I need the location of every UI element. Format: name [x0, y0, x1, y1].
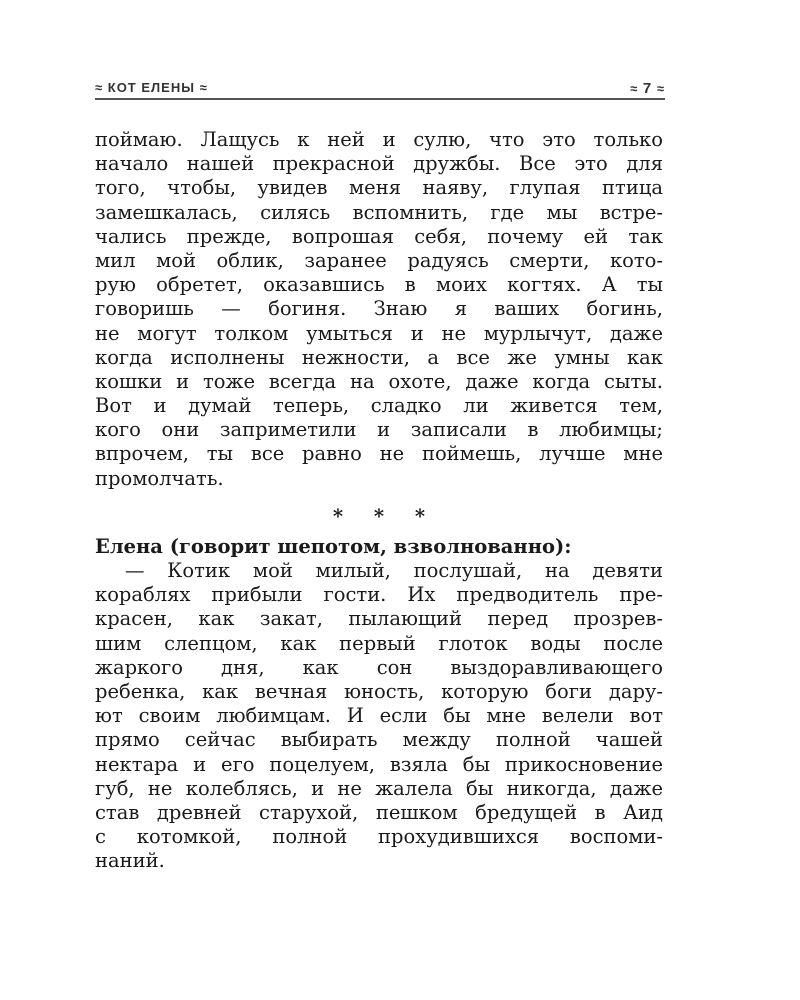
text-line: начало нашей прекрасной дружбы. Все это для [95, 152, 663, 176]
text-line: жаркого дня, как сон выздоравливающего [95, 655, 663, 679]
text-line: говоришь — богиня. Знаю я ваших богинь, [95, 297, 663, 321]
text-line: нектара и его поцелуем, взяла бы прикосновение [95, 752, 663, 776]
text-line: замешкалась, силясь вспомнить, где мы встре- [95, 200, 663, 224]
section-separator: * * * [332, 504, 438, 528]
text-line: ребенка, как вечная юность, которую боги дару- [95, 679, 663, 703]
page-number: 7 [642, 80, 653, 97]
text-line: губ, не колеблясь, и не жалела бы никогда, даже [95, 776, 663, 800]
text-line: мил мой облик, заранее радуясь смерти, кото- [95, 248, 663, 272]
text-line: кого они заприметили и записали в любимцы; [95, 418, 663, 442]
text-line: наний. [95, 849, 165, 873]
page-number-ornament-right-icon: ≈ [656, 81, 665, 96]
text-line: шим слепцом, как первый глоток воды после [95, 631, 663, 655]
ornament-right-icon: ≈ [199, 80, 208, 95]
body-text [95, 128, 663, 873]
running-header [95, 78, 665, 98]
text-line: кошки и тоже всегда на охоте, даже когда сыты. [95, 369, 663, 393]
running-title: КОТ ЕЛЕНЫ [107, 80, 195, 95]
text-line: чались прежде, вопрошая себя, почему ей так [95, 224, 663, 248]
text-line: впрочем, ты все равно не поймешь, лучше мне [95, 442, 663, 466]
paragraph-2 [95, 559, 663, 873]
speaker-heading: Елена (говорит шепотом, взволнованно): [95, 534, 572, 558]
running-title-group [95, 80, 208, 95]
ornament-left-icon: ≈ [95, 80, 104, 95]
text-line: с котомкой, полной прохудившихся воспоми- [95, 825, 663, 849]
text-line: рую обретет, оказавшись в моих когтях. А ты [95, 273, 663, 297]
text-line: кораблях прибыли гости. Их предводитель пре- [95, 583, 663, 607]
text-line: Вот и думай теперь, сладко ли живется тем, [95, 394, 663, 418]
text-line: когда исполнены нежности, а все же умны как [95, 345, 663, 369]
text-line: того, чтобы, увидев меня наяву, глупая птица [95, 176, 663, 200]
text-line: красен, как закат, пылающий перед прозрев- [95, 607, 663, 631]
paragraph-1 [95, 128, 663, 491]
page-number-group [630, 80, 665, 97]
text-line: став древней старухой, пешком бредущей в Аид [95, 800, 663, 824]
page-number-ornament-left-icon: ≈ [630, 81, 639, 96]
text-line: прямо сейчас выбирать между полной чашей [95, 728, 663, 752]
text-line: поймаю. Лащусь к ней и сулю, что это только [95, 128, 663, 151]
text-line: не могут толком умыться и не мурлычут, даже [95, 321, 663, 345]
header-rule [95, 98, 665, 100]
text-line: промолчать. [95, 466, 224, 490]
text-line: — Котик мой милый, послушай, на девяти [125, 559, 663, 582]
text-line: ют своим любимцам. И если бы мне велели вот [95, 704, 663, 728]
